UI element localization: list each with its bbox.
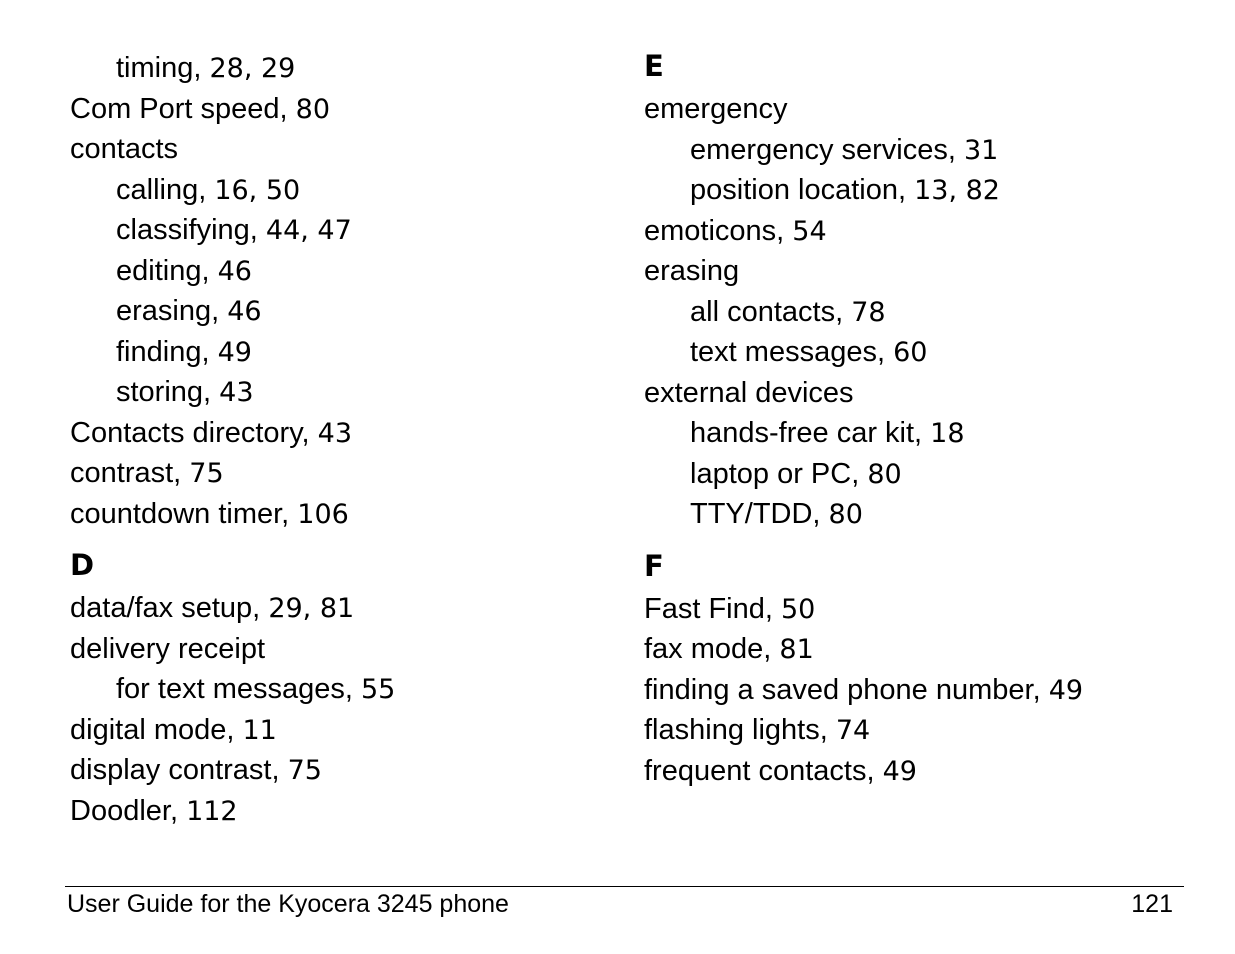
index-page-refs: 31 xyxy=(964,134,999,166)
index-page-refs: 112 xyxy=(186,795,238,827)
index-term: delivery receipt xyxy=(70,632,266,665)
index-page-refs: 18 xyxy=(930,418,965,449)
index-entry xyxy=(644,710,1204,751)
index-entry xyxy=(644,373,1204,414)
index-term: digital mode, xyxy=(70,713,243,746)
index-entry xyxy=(70,413,610,454)
index-entry xyxy=(644,751,1204,792)
index-term: text messages, xyxy=(690,336,894,368)
index-term: storing, xyxy=(116,376,220,408)
index-term: Contacts directory, xyxy=(70,416,318,449)
index-entry xyxy=(644,629,1204,670)
index-page-refs: 46 xyxy=(227,296,262,327)
index-page-refs: 81 xyxy=(779,634,814,665)
index-entry xyxy=(70,629,610,670)
index-term: finding a saved phone number, xyxy=(644,673,1049,706)
index-column-left xyxy=(70,48,610,831)
index-page-refs: 43 xyxy=(219,377,254,408)
section-letter-heading: D xyxy=(70,548,95,582)
footer-divider xyxy=(65,886,1184,887)
index-entry xyxy=(644,589,1204,630)
index-page-refs: 80 xyxy=(295,93,331,125)
index-term: editing, xyxy=(116,254,218,287)
index-page-refs: 55 xyxy=(361,674,396,705)
index-entry xyxy=(70,588,610,629)
index-term: external devices xyxy=(644,376,854,409)
index-subentry xyxy=(70,291,610,332)
index-page-refs: 60 xyxy=(893,337,928,368)
index-term: frequent contacts, xyxy=(644,754,883,787)
index-term: finding, xyxy=(116,335,218,368)
index-entry xyxy=(70,494,610,535)
index-subentry xyxy=(644,292,1204,333)
index-page-refs: 50 xyxy=(781,593,816,625)
index-page-refs: 49 xyxy=(217,336,252,368)
index-page-refs: 74 xyxy=(835,715,871,746)
index-subentry xyxy=(70,48,610,89)
index-entry xyxy=(70,710,610,751)
index-subentry xyxy=(644,413,1204,454)
index-page-refs: 106 xyxy=(297,498,349,530)
index-term: countdown timer, xyxy=(70,497,298,530)
index-term: display contrast, xyxy=(70,754,288,786)
index-subentry xyxy=(644,332,1204,373)
index-term: contacts xyxy=(70,133,178,165)
index-subentry xyxy=(70,210,610,251)
index-term: Doodler, xyxy=(70,794,187,827)
index-subentry xyxy=(70,669,610,710)
index-term: all contacts, xyxy=(690,295,852,328)
index-term: erasing, xyxy=(116,295,228,327)
index-subentry xyxy=(70,372,610,413)
index-term: emergency services, xyxy=(690,133,964,166)
index-subentry xyxy=(70,170,610,211)
footer-document-title: User Guide for the Kyocera 3245 phone xyxy=(67,890,509,918)
index-entry xyxy=(70,750,610,791)
index-column-right xyxy=(644,48,1204,791)
index-term: TTY/TDD, xyxy=(690,498,829,530)
index-page-refs: 49 xyxy=(1048,674,1084,706)
index-term: position location, xyxy=(690,174,915,206)
index-term: emergency xyxy=(644,93,788,125)
index-term: Fast Find, xyxy=(644,592,781,625)
index-subentry xyxy=(644,130,1204,171)
index-page-refs: 13, 82 xyxy=(914,175,1000,206)
index-page-refs: 54 xyxy=(792,215,827,247)
index-entry xyxy=(70,453,610,494)
index-page-refs: 44, 47 xyxy=(265,215,352,246)
index-entry xyxy=(644,211,1204,252)
index-term: hands-free car kit, xyxy=(690,417,931,449)
index-page-refs: 49 xyxy=(882,755,917,787)
index-page-refs: 11 xyxy=(242,714,277,746)
index-term: fax mode, xyxy=(644,633,780,665)
index-subentry xyxy=(70,332,610,373)
index-term: for text messages, xyxy=(116,673,361,705)
index-term: contrast, xyxy=(70,457,190,489)
index-page-refs: 75 xyxy=(189,458,224,489)
index-term: erasing xyxy=(644,255,740,287)
index-term: classifying, xyxy=(116,214,266,246)
index-entry xyxy=(644,89,1204,130)
index-term: emoticons, xyxy=(644,214,793,247)
index-page-refs: 75 xyxy=(287,755,322,786)
index-entry xyxy=(644,251,1204,292)
index-entry xyxy=(70,89,610,130)
index-page-refs: 78 xyxy=(851,296,886,328)
index-entry xyxy=(70,791,610,832)
index-subentry xyxy=(644,170,1204,211)
section-letter-heading: E xyxy=(644,49,664,83)
index-term: laptop or PC, xyxy=(690,457,868,490)
index-page-refs: 43 xyxy=(317,417,353,449)
index-page-refs: 29, 81 xyxy=(268,593,355,624)
index-page-refs: 80 xyxy=(828,499,863,530)
index-term: Com Port speed, xyxy=(70,92,296,125)
index-page-refs: 28, 29 xyxy=(209,53,296,84)
index-term: data/fax setup, xyxy=(70,592,269,624)
footer-page-number: 121 xyxy=(1131,890,1173,918)
index-page-refs: 46 xyxy=(217,255,252,287)
section-letter-heading: F xyxy=(644,548,664,583)
index-term: calling, xyxy=(116,173,215,206)
index-term: timing, xyxy=(116,52,210,84)
index-subentry xyxy=(644,494,1204,535)
index-subentry xyxy=(644,454,1204,495)
index-term: flashing lights, xyxy=(644,714,836,746)
index-page-refs: 16, 50 xyxy=(214,174,301,206)
index-entry xyxy=(70,129,610,170)
index-subentry xyxy=(70,251,610,292)
index-entry xyxy=(644,670,1204,711)
index-page-refs: 80 xyxy=(867,458,902,490)
